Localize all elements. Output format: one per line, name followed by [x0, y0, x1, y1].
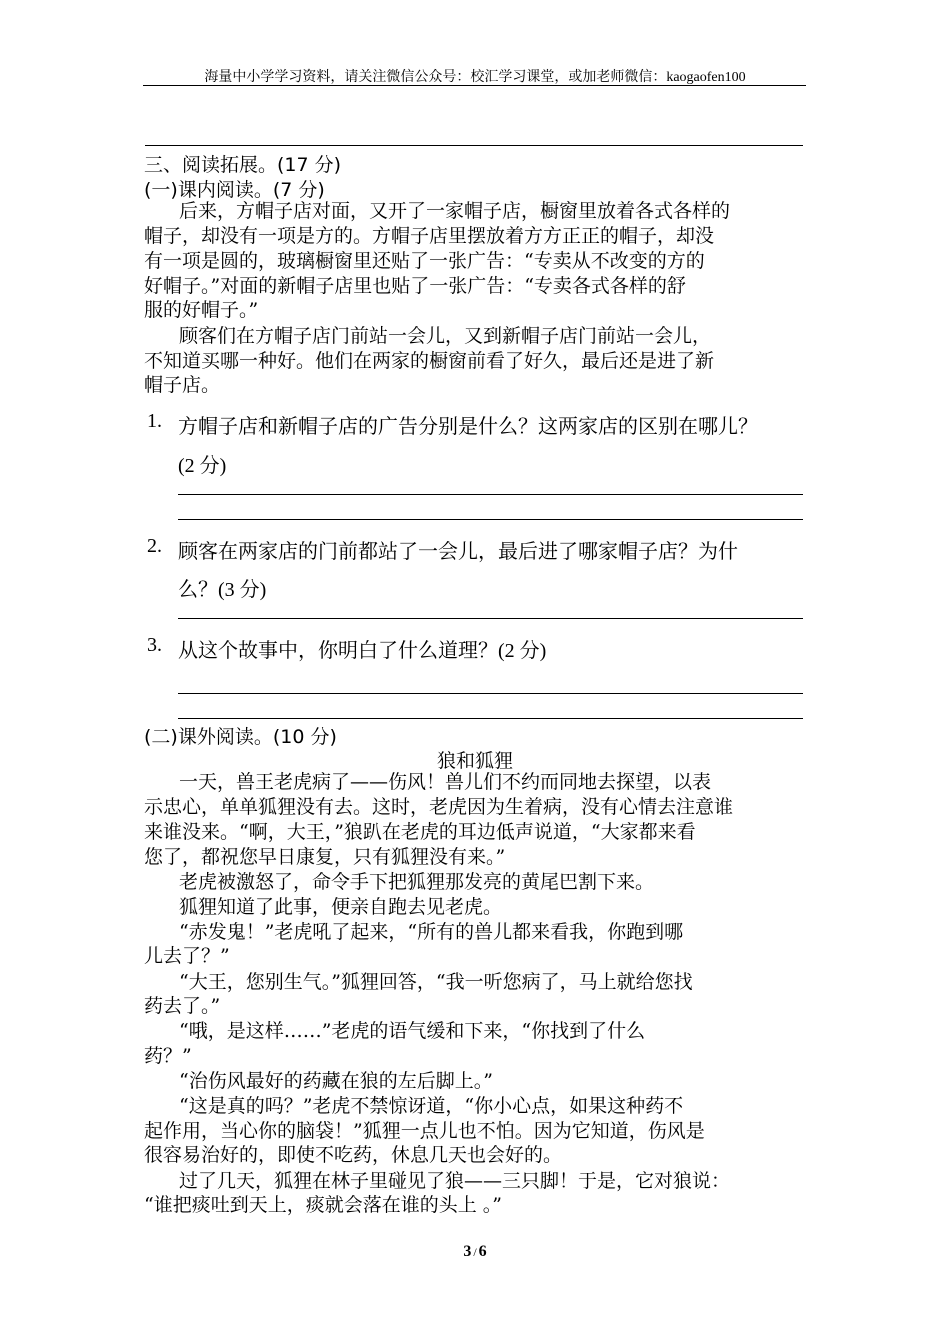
- story-line: 一天，兽王老虎病了——伤风！兽儿们不约而同地去探望，以表: [179, 771, 712, 793]
- story-line: “赤发鬼！”老虎吼了起来，“所有的兽儿都来看我，你跑到哪: [179, 921, 684, 943]
- story-line: “哦，是这样……”老虎的语气缓和下来，“你找到了什么: [179, 1020, 646, 1042]
- passage-line: 帽子，却没有一项是方的。方帽子店里摆放着方方正正的帽子，却没: [144, 225, 715, 247]
- page-number: [0, 1243, 950, 1261]
- answer-line[interactable]: [178, 519, 803, 520]
- answer-line[interactable]: [178, 718, 803, 719]
- passage-line: 有一项是圆的，玻璃橱窗里还贴了一张广告：“专卖从不改变的方的: [144, 250, 705, 272]
- story-line: 示忠心，单单狐狸没有去。这时，老虎因为生着病，没有心情去注意谁: [144, 796, 734, 818]
- passage-line: 帽子店。: [144, 374, 221, 396]
- story-line: 起作用，当心你的脑袋！”狐狸一点儿也不怕。因为它知道，伤风是: [144, 1120, 705, 1142]
- answer-line[interactable]: [178, 494, 803, 495]
- answer-line[interactable]: [178, 693, 803, 694]
- question-number: 3.: [147, 634, 162, 656]
- story-line: “大王，您别生气。”狐狸回答，“我一听您病了，马上就给您找: [179, 971, 693, 993]
- story-line: 老虎被激怒了，命令手下把狐狸那发亮的黄尾巴割下来。: [179, 871, 655, 893]
- answer-line: [145, 145, 803, 146]
- header-rule: [143, 85, 806, 86]
- story-title: 狼和狐狸: [436, 750, 513, 772]
- story-line: 狐狸知道了此事，便亲自跑去见老虎。: [179, 896, 503, 918]
- page-separator: /: [473, 1245, 477, 1259]
- question-text: 顾客在两家店的门前都站了一会儿，最后进了哪家帽子店？为什: [178, 541, 738, 563]
- question-number: 1.: [147, 410, 162, 432]
- passage-line: 顾客们在方帽子店门前站一会儿，又到新帽子店门前站一会儿，: [179, 325, 712, 347]
- passage-line: 服的好帽子。”: [144, 299, 259, 321]
- part2-title: (二)课外阅读。(10 分): [144, 726, 337, 748]
- part1-title: (一)课内阅读。(7 分): [144, 179, 325, 201]
- passage-line: 好帽子。”对面的新帽子店里也贴了一张广告：“专卖各式各样的舒: [144, 275, 686, 297]
- passage-line: 不知道买哪一种好。他们在两家的橱窗前看了好久，最后还是进了新: [144, 350, 715, 372]
- passage-line: 后来，方帽子店对面，又开了一家帽子店，橱窗里放着各式各样的: [179, 200, 731, 222]
- story-line: “这是真的吗？”老虎不禁惊讶道，“你小心点，如果这种药不: [179, 1095, 684, 1117]
- story-line: “治伤风最好的药藏在狼的左后脚上。”: [179, 1070, 493, 1092]
- story-line: “谁把痰吐到天上，痰就会落在谁的头上 。”: [144, 1194, 502, 1216]
- story-line: 药？”: [144, 1045, 192, 1067]
- section-title: 三、阅读拓展。(17 分): [144, 154, 342, 176]
- question-score: (2 分): [178, 455, 227, 477]
- story-line: 很容易治好的，即使不吃药，休息几天也会好的。: [144, 1144, 563, 1166]
- story-line: 来谁没来。“啊，大王，”狼趴在老虎的耳边低声说道，“大家都来看: [144, 821, 696, 843]
- story-line: 药去了。”: [144, 995, 221, 1017]
- page-total: 6: [478, 1243, 487, 1260]
- question-score: 么？(3 分): [178, 579, 267, 601]
- page-current: 3: [463, 1243, 472, 1260]
- story-line: 过了几天，狐狸在林子里碰见了狼——三只脚！于是，它对狼说：: [179, 1170, 731, 1192]
- page-header: 海量中小学学习资料，请关注微信公众号：校汇学习课堂，或加老师微信：kaogaofen100: [204, 70, 746, 85]
- question-text: 方帽子店和新帽子店的广告分别是什么？这两家店的区别在哪儿？: [178, 416, 758, 438]
- question-text: 从这个故事中，你明白了什么道理？(2 分): [178, 640, 547, 662]
- answer-line[interactable]: [178, 618, 803, 619]
- story-line: 儿去了？”: [144, 945, 230, 967]
- question-number: 2.: [147, 535, 162, 557]
- story-line: 您了，都祝您早日康复，只有狐狸没有来。”: [144, 846, 506, 868]
